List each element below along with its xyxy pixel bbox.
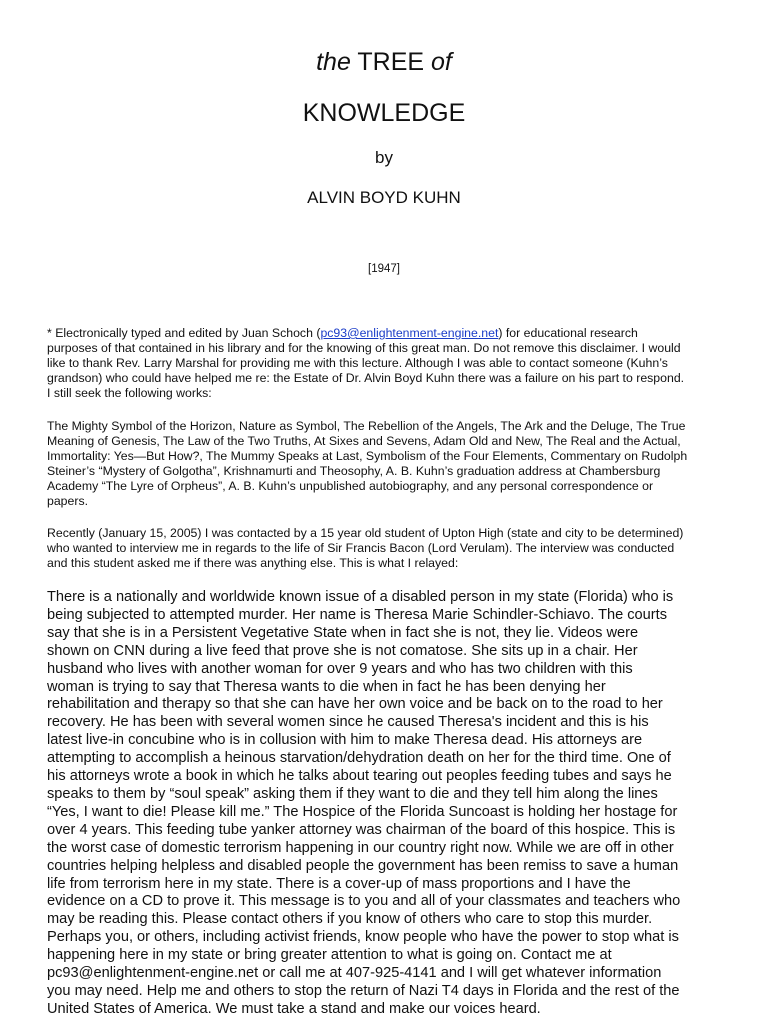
recently-line: who wanted to interview me in regards to the life of Sir Francis Bacon (Lord Verulam). The interview was conducted [47, 541, 675, 555]
title-knowledge: KNOWLEDGE [302, 99, 466, 127]
message-line: There is a nationally and worldwide known issue of a disabled person in my state (Florida) who is [47, 589, 674, 605]
disclaimer-line-2: like to thank Rev. Larry Marshal for providing me with this lecture. Although I was able to contact someone (Kuhn’s [47, 356, 668, 370]
works-line: Steiner’s “Mystery of Golgotha”, Krishnamurti and Theosophy, A. B. Kuhn’s graduation address at Chambersburg [47, 464, 661, 478]
message-line: his attorneys wrote a book in which he talks about tearing out peoples feeding tubes and says he [47, 768, 672, 785]
author-name: ALVIN BOYD KUHN [307, 188, 461, 207]
title-the: the [316, 48, 351, 76]
works-line: Meaning of Genesis, The Law of the Two Truths, At Sixes and Sevens, Adam Old and New, The Real and the Actual, [47, 434, 681, 448]
message-line: countries helping helpless and disabled people the government has been remiss to save a human [47, 857, 679, 874]
recently-line: Recently (January 15, 2005) I was contacted by a 15 year old student of Upton High (state and city to be determined) [47, 526, 684, 540]
title-by: by [375, 148, 393, 167]
disclaimer-prefix: * Electronically typed and edited by Juan Schoch ( [47, 326, 321, 340]
message-line: being subjected to attempted murder. Her name is Theresa Marie Schindler-Schiavo. The courts [47, 606, 668, 623]
title-line-1 [0, 46, 768, 78]
message-line: shown on CNN during a live feed that prove she is not comatose. She sits up in a chair. Her [47, 642, 638, 659]
publication-year: [1947] [368, 263, 400, 275]
message-line: rehabilitation and therapy so that she can have her own voice and be back on to the road to her [47, 696, 663, 713]
message-line: Perhaps you, or others, including activist friends, know people who have the power to stop what is [47, 929, 679, 946]
disclaimer-paragraph [47, 326, 727, 401]
message-line: attempting to accomplish a heinous starvation/dehydration death on her for the third time. One of [47, 750, 671, 767]
title-tree: TREE [357, 48, 425, 76]
message-line: life from terrorism here in my state. There is a cover-up of mass proportions and I have the [47, 875, 631, 892]
disclaimer-line-4: I still seek the following works: [47, 386, 212, 400]
message-line: “Yes, I want to die! Please kill me.” The Hospice of the Florida Suncoast is holding her hostage for [47, 803, 678, 820]
disclaimer-suffix: ) for educational research [498, 326, 638, 340]
disclaimer-line-0 [47, 326, 727, 341]
works-line: The Mighty Symbol of the Horizon, Nature as Symbol, The Rebellion of the Angels, The Ark and the Deluge, The True [47, 419, 686, 433]
message-line: latest live-in concubine who is in collusion with him to make Theresa dead. His attorneys are [47, 732, 643, 749]
works-line: Academy “The Lyre of Orpheus”, A. B. Kuhn’s unpublished autobiography, and any personal correspondence or [47, 479, 654, 493]
message-line: woman is trying to say that Theresa wants to die when in fact he has been denying her [47, 678, 606, 695]
message-paragraph [47, 589, 727, 1019]
message-line: over 4 years. This feeding tube yanker attorney was chairman of the board of this hospice. This is [47, 821, 676, 838]
works-paragraph [47, 419, 727, 509]
works-line: papers. [47, 494, 89, 508]
message-line: evidence on a CD to prove it. This message is to you and all of your classmates and teachers who [47, 893, 681, 910]
disclaimer-line-3: grandson) who could have helped me re: the Estate of Dr. Alvin Boyd Kuhn there was a failure on his part to respond. [47, 371, 685, 385]
message-line: you may need. Help me and others to stop the return of Nazi T4 days in Florida and the rest of the [47, 982, 680, 999]
message-line: pc93@enlightenment-engine.net or call me at 407-925-4141 and I will get whatever information [47, 965, 662, 982]
message-line: the worst case of domestic terrorism happening in our country right now. While we are off in other [47, 839, 674, 856]
title-of: of [431, 48, 452, 76]
recently-paragraph [47, 526, 727, 571]
message-line: say that she is in a Persistent Vegetative State when in fact she is not, they lie. Videos were [47, 624, 639, 641]
works-line: Immortality: Yes—But How?, The Mummy Speaks at Last, Symbolism of the Four Elements, Commentary on Rudolph [47, 449, 688, 463]
email-link[interactable]: pc93@enlightenment-engine.net [320, 326, 499, 340]
message-line: happening here in my state or bring greater attention to what is going on. Contact me at [47, 947, 612, 964]
message-line: may be reading this. Please contact others if you know of others who care to stop this murder. [47, 911, 653, 928]
message-line: recovery. He has been with several women since he caused Theresa's incident and this is his [47, 714, 649, 731]
message-line: husband who lives with another woman for over 9 years and who has two children with this [47, 660, 633, 677]
recently-line: and this student asked me if there was anything else. This is what I relayed: [47, 556, 459, 570]
message-line: United States of America. We must take a stand and make our voices heard. [47, 1000, 541, 1017]
disclaimer-line-1: purposes of that contained in his library and for the knowing of this great man. Do not remove this disclaimer. I would [47, 341, 681, 355]
message-line: speaks to them by “soul speak” asking them if they want to die and they tell him along the lines [47, 785, 658, 802]
